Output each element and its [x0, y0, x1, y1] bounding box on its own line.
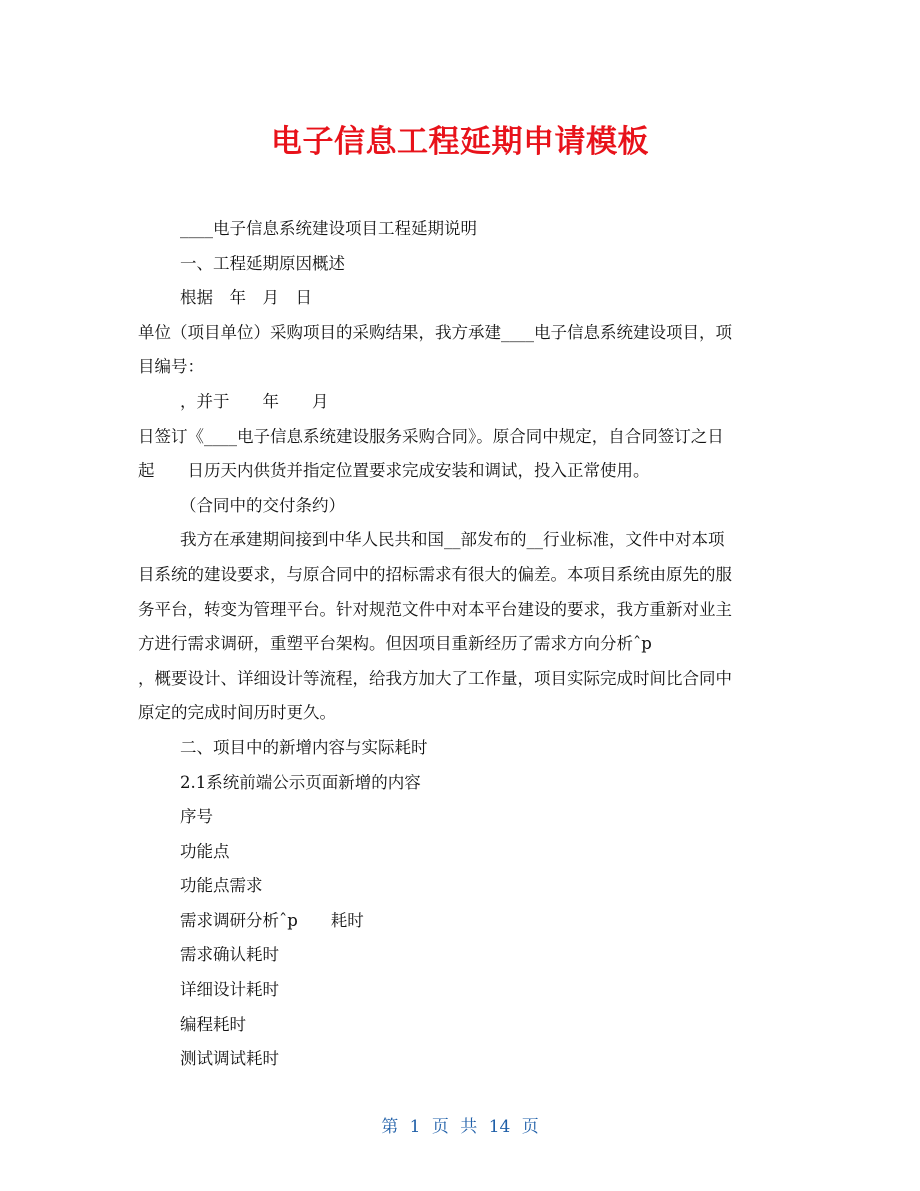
subsection-heading: 2.1系统前端公示页面新增的内容	[180, 772, 421, 792]
table-header-item: 详细设计耗时	[180, 980, 279, 1000]
table-header-item: 需求调研分析ˆp 耗时	[180, 910, 364, 930]
paragraph-line: ，概要设计、详细设计等流程，给我方加大了工作量，项目实际完成时间比合同中	[138, 668, 732, 688]
table-header-item: 需求确认耗时	[180, 945, 279, 965]
paragraph-line: （合同中的交付条约）	[180, 495, 345, 515]
paragraph-line: 日签订《____电子信息系统建设服务采购合同》。原合同中规定，自合同签订之日	[138, 426, 724, 446]
table-header-item: 测试调试耗时	[180, 1049, 279, 1069]
table-header-item: 编程耗时	[180, 1014, 246, 1034]
paragraph-line: 目系统的建设要求，与原合同中的招标需求有很大的偏差。本项目系统由原先的服	[138, 564, 732, 584]
table-header-item: 序号	[180, 807, 213, 827]
paragraph-line: 方进行需求调研，重塑平台架构。但因项目重新经历了需求方向分析ˆp	[138, 634, 652, 654]
paragraph-line: ____电子信息系统建设项目工程延期说明	[180, 219, 477, 238]
paragraph-line: 根据 年 月 日	[180, 288, 312, 308]
table-header-item: 功能点	[180, 841, 230, 861]
paragraph-line: 原定的完成时间历时更久。	[138, 703, 336, 723]
table-header-item: 功能点需求	[180, 876, 263, 896]
section-heading: 一、工程延期原因概述	[180, 253, 345, 273]
paragraph-line: 单位（项目单位）采购项目的采购结果，我方承建____电子信息系统建设项目，项	[138, 322, 732, 342]
paragraph-line: ，并于 年 月	[180, 391, 329, 411]
paragraph-line: 我方在承建期间接到中华人民共和国__部发布的__行业标准，文件中对本项	[180, 530, 725, 550]
document-title: 电子信息工程延期申请模板	[271, 124, 649, 160]
document-body	[138, 212, 788, 1077]
paragraph-line: 目编号：	[138, 357, 204, 377]
paragraph-line: 起 日历天内供货并指定位置要求完成安装和调试，投入正常使用。	[138, 461, 650, 481]
section-heading: 二、项目中的新增内容与实际耗时	[180, 737, 428, 757]
paragraph-line: 务平台，转变为管理平台。针对规范文件中对本平台建设的要求，我方重新对业主	[138, 599, 732, 619]
page-number: 第 1 页 共 14 页	[381, 1117, 539, 1137]
